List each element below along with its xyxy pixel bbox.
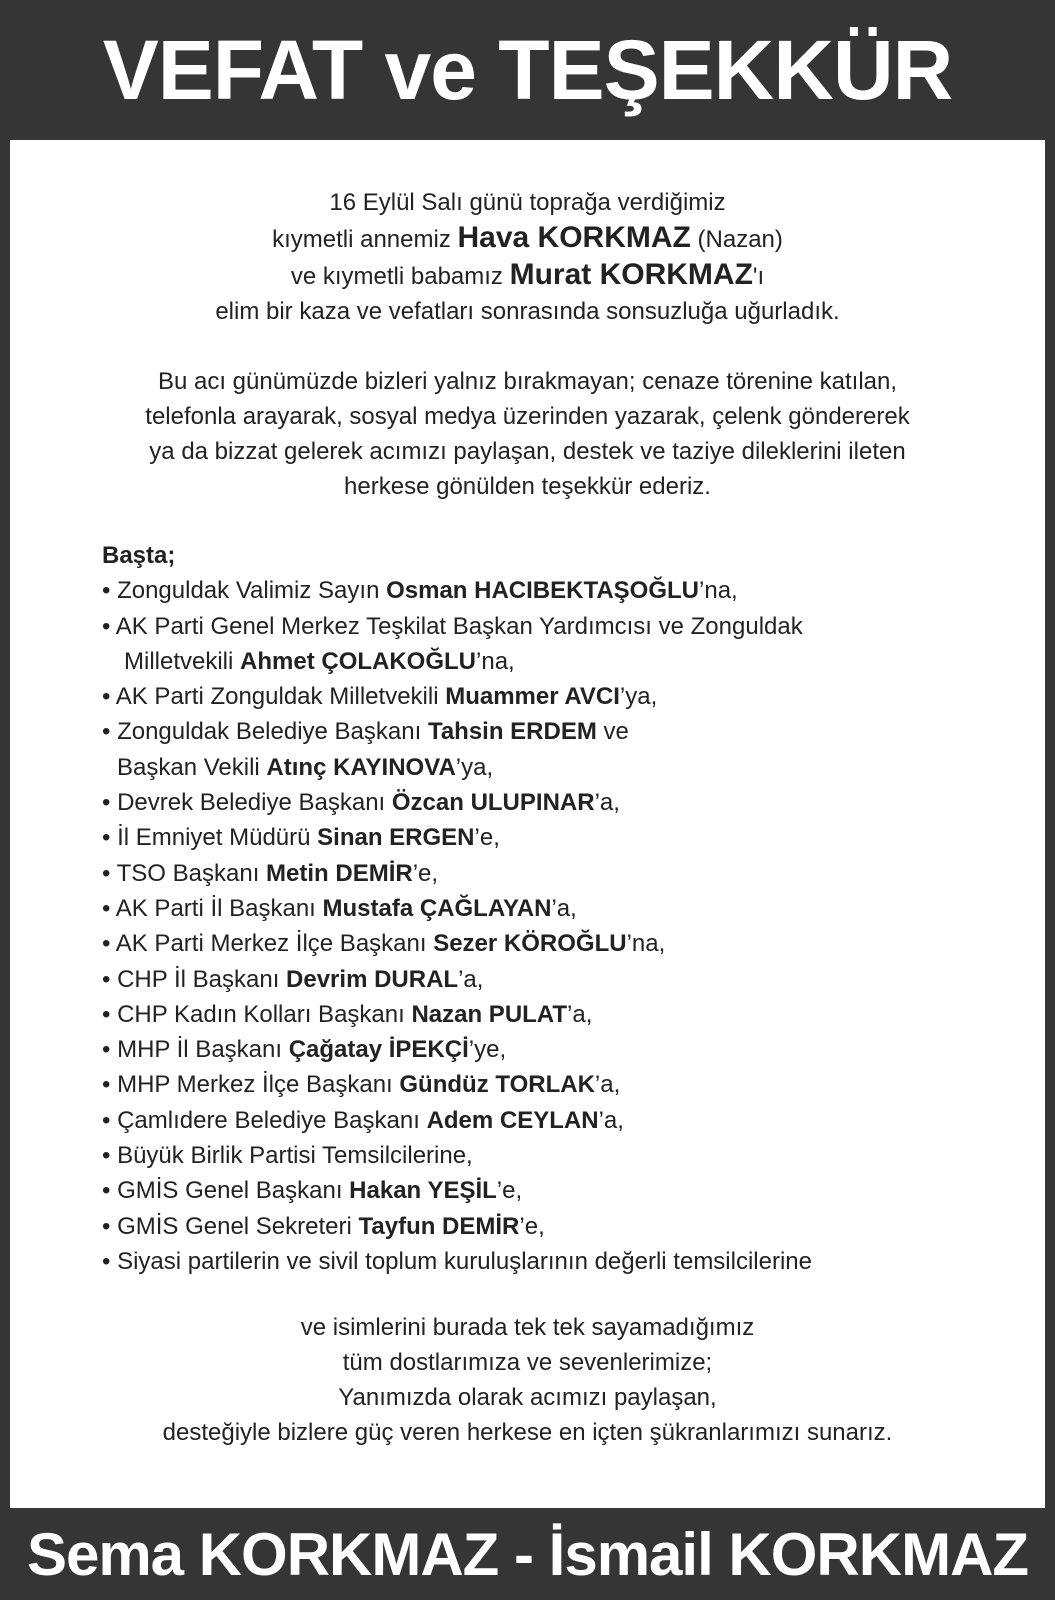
signature: Sema KORKMAZ - İsmail KORKMAZ <box>26 1520 1029 1588</box>
item-text: • CHP İl Başkanı <box>102 965 287 993</box>
item-suffix: ’a, <box>551 894 577 922</box>
list-item <box>102 785 1025 820</box>
item-name: Ahmet ÇOLAKOĞLU <box>240 647 477 675</box>
item-suffix: ve <box>596 718 629 746</box>
item-suffix: ’ya, <box>455 753 494 781</box>
item-text: • AK Parti İl Başkanı <box>102 894 323 922</box>
item-text: • Zonguldak Belediye Başkanı <box>102 718 428 746</box>
item-suffix: ’ya, <box>619 683 658 711</box>
intro-line: elim bir kaza ve vefatları sonrasında sonsuzluğa uğurladık. <box>215 298 840 325</box>
thanks-line: Bu acı günümüzde bizleri yalnız bırakmayan; cenaze törenine katılan, <box>157 368 898 395</box>
closing-paragraph <box>10 1310 1045 1450</box>
item-name: Devrim DURAL <box>286 965 459 993</box>
list-item <box>102 679 1025 714</box>
item-name: Hakan YEŞİL <box>349 1177 497 1205</box>
item-text: • GMİS Genel Sekreteri <box>102 1212 359 1240</box>
notice-panel <box>10 140 1045 1508</box>
item-name: Atınç KAYINOVA <box>266 753 456 781</box>
list-item <box>102 573 1025 608</box>
item-name: Sinan ERGEN <box>317 824 475 852</box>
item-text: • AK Parti Merkez İlçe Başkanı <box>102 930 434 958</box>
item-name: Tahsin ERDEM <box>427 718 597 746</box>
list-item <box>102 926 1025 961</box>
footer-banner <box>0 1508 1055 1600</box>
item-suffix: ’a, <box>598 1106 624 1134</box>
item-suffix: ’ye, <box>468 1036 507 1064</box>
thanks-list <box>102 538 1025 1279</box>
item-name: Sezer KÖROĞLU <box>433 930 627 958</box>
intro-paragraph <box>10 185 1045 329</box>
item-text: • MHP İl Başkanı <box>102 1036 289 1064</box>
item-name: Metin DEMİR <box>266 859 413 887</box>
list-item <box>102 891 1025 926</box>
item-suffix: ’e, <box>519 1212 545 1240</box>
item-text: • Zonguldak Valimiz Sayın <box>102 577 387 605</box>
intro-text: kıymetli annemiz <box>272 226 458 253</box>
item-text: • İl Emniyet Müdürü <box>102 824 318 852</box>
item-suffix: ’a, <box>594 1071 621 1099</box>
item-text: • AK Parti Genel Merkez Teşkilat Başkan Yardımcısı ve Zonguldak <box>102 612 803 640</box>
item-suffix: ’a, <box>594 789 620 817</box>
closing-line: ve isimlerini burada tek tek sayamadığımız <box>300 1314 755 1341</box>
intro-text: (Nazan) <box>690 226 783 253</box>
item-suffix: ’a, <box>458 965 484 993</box>
item-text: • Siyasi partilerin ve sivil toplum kuruluşlarının değerli temsilcilerine <box>102 1247 813 1275</box>
thanks-line: ya da bizzat gelerek acımızı paylaşan, destek ve taziye dileklerini ileten <box>149 438 906 465</box>
item-text: • CHP Kadın Kolları Başkanı <box>102 1000 412 1028</box>
item-suffix: ’na, <box>626 930 666 958</box>
list-item <box>102 1067 1025 1102</box>
item-text: Milletvekili <box>124 647 241 675</box>
item-suffix: ’na, <box>476 647 515 675</box>
list-item <box>102 1032 1025 1067</box>
list-item <box>102 1103 1025 1138</box>
item-name: Muammer AVCI <box>445 683 620 711</box>
item-text: Başkan Vekili <box>117 753 267 781</box>
item-name: Osman HACIBEKTAŞOĞLU <box>386 577 700 605</box>
closing-line: tüm dostlarımıza ve sevenlerimize; <box>342 1349 713 1376</box>
item-text: • TSO Başkanı <box>102 859 267 887</box>
item-name: Nazan PULAT <box>411 1000 568 1028</box>
item-text: • Büyük Birlik Partisi Temsilcilerine, <box>102 1142 473 1170</box>
list-item <box>102 820 1025 855</box>
item-name: Mustafa ÇAĞLAYAN <box>322 894 552 922</box>
item-text: • Devrek Belediye Başkanı <box>102 789 392 817</box>
item-name: Adem CEYLAN <box>426 1106 599 1134</box>
item-name: Gündüz TORLAK <box>399 1071 595 1099</box>
item-suffix: ’a, <box>567 1000 593 1028</box>
list-item <box>102 714 1025 749</box>
item-suffix: ’e, <box>412 859 439 887</box>
item-text: • MHP Merkez İlçe Başkanı <box>102 1071 400 1099</box>
thanks-line: telefonla arayarak, sosyal medya üzerinden yazarak, çelenk göndererek <box>145 403 910 430</box>
list-item <box>102 1173 1025 1208</box>
list-item <box>102 962 1025 997</box>
list-item <box>102 1138 1025 1173</box>
intro-line: 16 Eylül Salı günü toprağa verdiğimiz <box>329 189 726 216</box>
closing-line: desteğiyle bizlere güç veren herkese en içten şükranlarımızı sunarız. <box>162 1419 893 1446</box>
item-suffix: ’na, <box>699 577 738 605</box>
list-item <box>102 856 1025 891</box>
item-text: • Çamlıdere Belediye Başkanı <box>102 1106 427 1134</box>
thanks-paragraph <box>30 364 1025 504</box>
mother-name: Hava KORKMAZ <box>457 221 691 254</box>
list-item <box>102 1209 1025 1244</box>
list-heading: Başta; <box>102 542 176 569</box>
intro-line <box>10 220 1045 257</box>
item-name: Çağatay İPEKÇİ <box>288 1036 469 1064</box>
item-suffix: ’e, <box>496 1177 523 1205</box>
intro-text: ve kıymetli babamız <box>290 263 510 290</box>
list-item-continuation <box>102 644 1025 679</box>
thanks-line: herkese gönülden teşekkür ederiz. <box>344 473 711 500</box>
item-name: Özcan ULUPINAR <box>391 789 595 817</box>
item-suffix: ’e, <box>474 824 500 852</box>
item-text: • AK Parti Zonguldak Milletvekili <box>102 683 446 711</box>
list-item-continuation <box>102 750 1025 785</box>
intro-line <box>10 257 1045 294</box>
list-item <box>102 997 1025 1032</box>
intro-text: 'ı <box>752 263 765 290</box>
list-item <box>102 609 1025 644</box>
father-name: Murat KORKMAZ <box>509 258 753 291</box>
page-title: VEFAT ve TEŞEKKÜR <box>102 22 953 117</box>
list-item <box>102 1244 1025 1279</box>
item-text: • GMİS Genel Başkanı <box>102 1177 350 1205</box>
closing-line: Yanımızda olarak acımızı paylaşan, <box>338 1384 717 1411</box>
header-banner <box>0 0 1055 140</box>
item-name: Tayfun DEMİR <box>358 1212 520 1240</box>
